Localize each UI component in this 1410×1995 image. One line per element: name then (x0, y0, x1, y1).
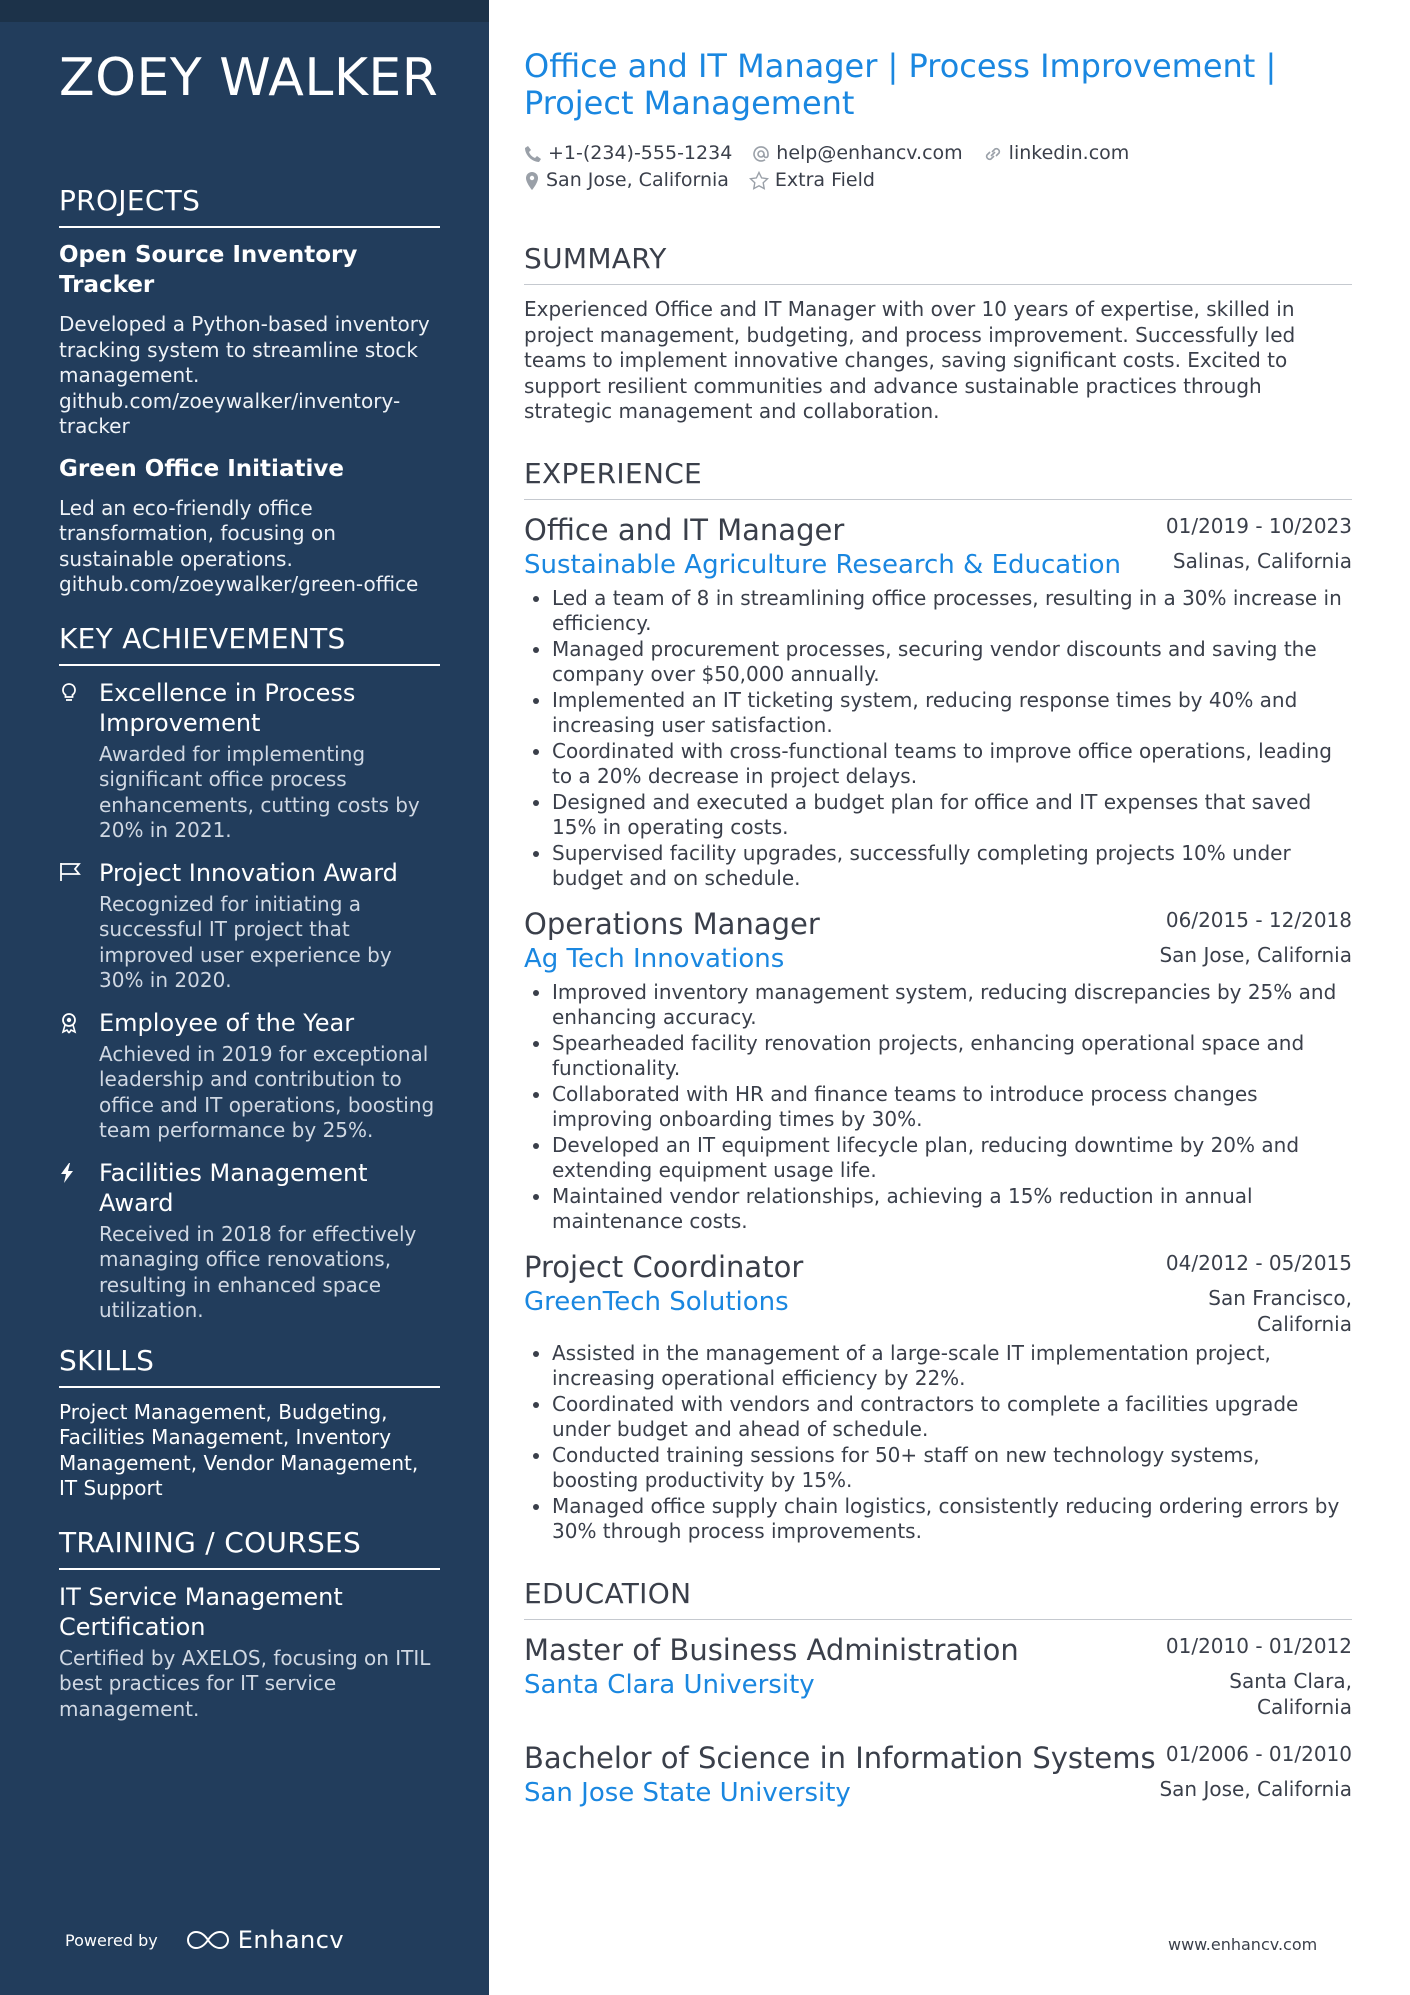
phone-icon (524, 145, 542, 163)
experience-section (524, 455, 1352, 1545)
job-location-line: California (1257, 1311, 1352, 1336)
flag-icon (59, 858, 99, 882)
headline: Office and IT Manager | Process Improvement | Project Management (524, 47, 1277, 122)
phone-text: +1-(234)-555-1234 (548, 142, 733, 164)
linkedin-text: linkedin.com (1008, 142, 1130, 164)
project-title: Green Office Initiative (59, 455, 344, 482)
school-name: Santa Clara University (524, 1669, 815, 1700)
candidate-name: ZOEY WALKER (59, 48, 439, 108)
sidebar (0, 0, 489, 1995)
experience-entry (524, 512, 1352, 892)
job-location-line: San Francisco, (1208, 1285, 1352, 1310)
extra-field (749, 167, 875, 194)
company-name: GreenTech Solutions (524, 1286, 789, 1317)
degree-title: Master of Business Administration (524, 1632, 1019, 1667)
award-ribbon-icon (59, 1008, 99, 1034)
enhancv-logo[interactable] (186, 1926, 344, 1954)
training-section (59, 1524, 440, 1723)
job-location (1208, 1285, 1352, 1337)
achievement-item (59, 858, 440, 994)
project-title: Open Source Inventory Tracker (59, 242, 358, 298)
contact-info (524, 140, 1352, 194)
bullet-item: • Led a team of 8 in streamlining office processes, resulting in a 30% increase in efficiency. (552, 586, 1352, 637)
school-location-line: California (1257, 1694, 1352, 1719)
achievement-description: Achieved in 2019 for exceptional leadership and contribution to office and IT operations, boosting team performance by 25%. (99, 1041, 435, 1142)
education-heading: EDUCATION (524, 1575, 1352, 1620)
footer-url[interactable]: www.enhancv.com (1168, 1935, 1318, 1954)
lightning-bolt-icon (59, 1158, 99, 1184)
lightbulb-icon (59, 678, 99, 704)
job-title: Operations Manager (524, 906, 820, 941)
job-dates: 06/2015 - 12/2018 (1165, 907, 1352, 932)
school-name: San Jose State University (524, 1777, 851, 1808)
bullet-item: • Managed office supply chain logistics, consistently reducing ordering errors by 30% through process improvements. (552, 1494, 1352, 1545)
summary-section (524, 240, 1352, 425)
experience-entry (524, 1249, 1352, 1545)
achievement-title: Employee of the Year (99, 1008, 355, 1037)
bullet-item: • Supervised facility upgrades, successfully completing projects 10% under budget and on schedule. (552, 841, 1352, 892)
achievement-description: Received in 2018 for effectively managing office renovations, resulting in enhanced space utilization. (99, 1221, 417, 1322)
project-description: Developed a Python-based inventory tracking system to streamline stock management. github.com/zoeywalker/inventory-tracker (59, 312, 430, 438)
bullet-item: • Coordinated with cross-functional teams to improve office operations, leading to a 20% decrease in project delays. (552, 739, 1352, 790)
job-dates: 04/2012 - 05/2015 (1165, 1250, 1352, 1275)
course-description: Certified by AXELOS, focusing on ITIL best practices for IT service management. (59, 1645, 431, 1721)
phone-contact[interactable] (524, 140, 732, 167)
skills-section (59, 1342, 440, 1502)
school-location (1229, 1668, 1352, 1720)
location-text: San Jose, California (546, 169, 729, 191)
powered-by (65, 1926, 344, 1954)
training-heading: TRAINING / COURSES (59, 1524, 440, 1570)
bullet-item: • Developed an IT equipment lifecycle plan, reducing downtime by 20% and extending equipment usage life. (552, 1133, 1352, 1184)
bullet-item: • Collaborated with HR and finance teams to introduce process changes improving onboarding times by 30%. (552, 1082, 1352, 1133)
experience-entry (524, 906, 1352, 1235)
achievement-description: Awarded for implementing significant office process enhancements, cutting costs by 20% in 2021. (99, 741, 420, 842)
company-name: Ag Tech Innovations (524, 943, 785, 974)
linkedin-contact[interactable] (983, 140, 1130, 167)
skills-list: Project Management, Budgeting, Facilities Management, Inventory Management, Vendor Management, IT Support (59, 1399, 419, 1500)
course-title: IT Service Management Certification (59, 1582, 343, 1641)
projects-heading: PROJECTS (59, 182, 440, 228)
job-location: Salinas, California (1172, 548, 1352, 573)
school-location: San Jose, California (1159, 1776, 1352, 1801)
experience-heading: EXPERIENCE (524, 455, 1352, 500)
bullet-item: • Managed procurement processes, securing vendor discounts and saving the company over $50,000 annually. (552, 637, 1352, 688)
achievement-title: Excellence in Process Improvement (99, 678, 356, 737)
location-contact (524, 167, 729, 194)
achievement-item (59, 1158, 440, 1324)
powered-by-label: Powered by (65, 1930, 158, 1950)
bullet-item: • Coordinated with vendors and contractors to complete a facilities upgrade under budget and ahead of schedule. (552, 1392, 1352, 1443)
job-bullets (524, 1341, 1352, 1545)
degree-title: Bachelor of Science in Information Systems (524, 1740, 1156, 1775)
education-entry (524, 1740, 1352, 1810)
job-title: Office and IT Manager (524, 512, 845, 547)
infinity-logo-icon (186, 1929, 230, 1951)
bullet-item: • Designed and executed a budget plan for office and IT expenses that saved 15% in operating costs. (552, 790, 1352, 841)
achievement-item (59, 678, 440, 844)
summary-heading: SUMMARY (524, 240, 1352, 285)
achievement-title: Project Innovation Award (99, 858, 398, 887)
projects-section (59, 182, 440, 598)
bullet-item: • Conducted training sessions for 50+ staff on new technology systems, boosting productivity by 15%. (552, 1443, 1352, 1494)
job-title: Project Coordinator (524, 1249, 804, 1284)
project-item (59, 240, 440, 440)
job-location: San Jose, California (1159, 942, 1352, 967)
education-dates: 01/2006 - 01/2010 (1165, 1741, 1352, 1766)
summary-text: Experienced Office and IT Manager with over 10 years of expertise, skilled in project management, budgeting, and process improvement. Successfully led teams to implement innovative changes, saving significant costs. Excited to support resilient communities and advance sustainable practices through strategic management and collaboration. (524, 297, 1296, 423)
achievement-item (59, 1008, 440, 1144)
map-pin-icon (524, 171, 540, 191)
main-content (524, 48, 1352, 1822)
achievements-section (59, 620, 440, 1324)
project-item (59, 454, 440, 598)
extra-field-text: Extra Field (774, 169, 875, 191)
bullet-item: • Improved inventory management system, reducing discrepancies by 25% and enhancing accuracy. (552, 980, 1352, 1031)
sidebar-top-bar (0, 0, 489, 22)
job-bullets (524, 586, 1352, 892)
education-dates: 01/2010 - 01/2012 (1165, 1633, 1352, 1658)
skills-heading: SKILLS (59, 1342, 440, 1388)
education-entry (524, 1632, 1352, 1720)
bullet-item: • Spearheaded facility renovation projects, enhancing operational space and functionality. (552, 1031, 1352, 1082)
achievement-description: Recognized for initiating a successful IT project that improved user experience by 30% in 2020. (99, 891, 392, 992)
achievement-title: Facilities Management Award (99, 1158, 368, 1217)
at-icon (752, 145, 770, 163)
bullet-item: • Assisted in the management of a large-scale IT implementation project, increasing operational efficiency by 22%. (552, 1341, 1352, 1392)
achievements-heading: KEY ACHIEVEMENTS (59, 620, 440, 666)
company-name: Sustainable Agriculture Research & Education (524, 549, 1122, 580)
bullet-item: • Implemented an IT ticketing system, reducing response times by 40% and increasing user satisfaction. (552, 688, 1352, 739)
education-section (524, 1575, 1352, 1810)
job-dates: 01/2019 - 10/2023 (1165, 513, 1352, 538)
email-text: help@enhancv.com (776, 142, 963, 164)
link-icon (983, 145, 1003, 163)
bullet-item: • Maintained vendor relationships, achieving a 15% reduction in annual maintenance costs. (552, 1184, 1352, 1235)
star-icon (749, 171, 769, 191)
job-bullets (524, 980, 1352, 1235)
project-description: Led an eco-friendly office transformation, focusing on sustainable operations. github.com/zoeywalker/green-office (59, 495, 419, 596)
email-contact[interactable] (752, 140, 962, 167)
school-location-line: Santa Clara, (1229, 1668, 1352, 1693)
brand-name: Enhancv (237, 1926, 345, 1954)
